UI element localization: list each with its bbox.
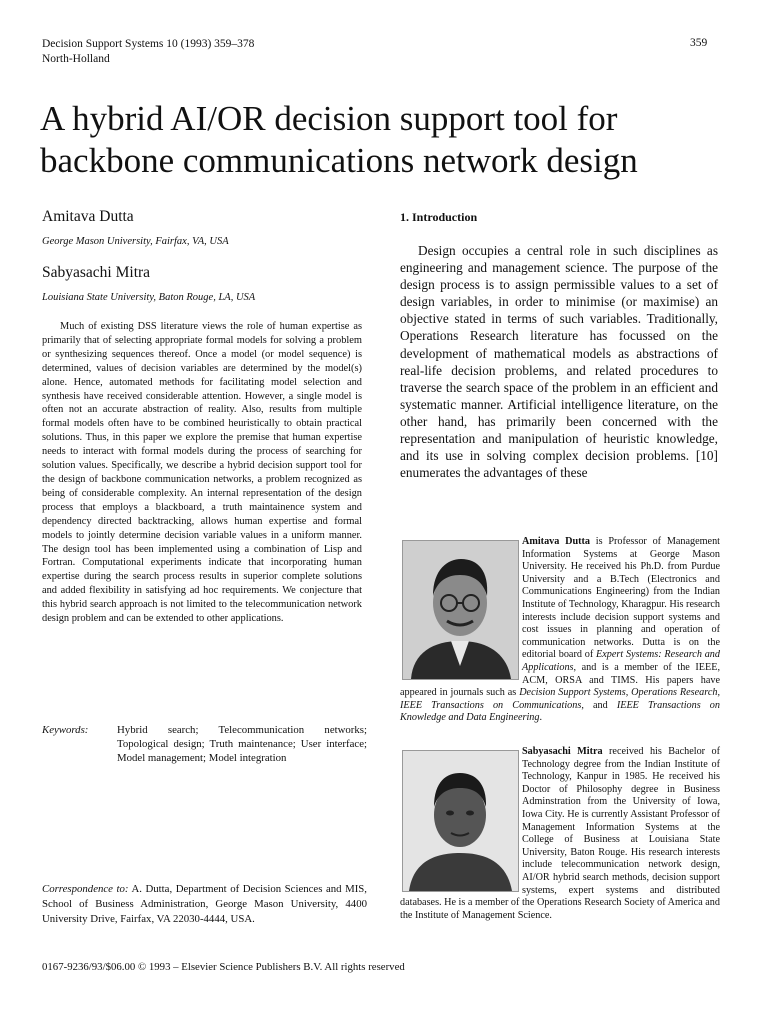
introduction-text: Design occupies a central role in such disciplines as engineering and management science. The purpose of the design process is to assign permissible values to a set of design variables, in order to minimise (or maximise) an objective stated in terms of such variables. Traditionally, Operations Research literature has focussed on the development of mathematical models as abstractions of real-life decision problems, and related procedures to traverse the search space of the problem in an efficient and systematic manner. Artificial intelligence literature, on the other hand, has primarily been concerned with the representation and manipulation of heuristic knowledge, and its use in solving complex decision problems. [10] enumerates the advantages of these [400,243,718,481]
photo-float-spacer [400,746,522,890]
journal-line: Decision Support Systems 10 (1993) 359–378 [42,38,255,50]
keywords-label: Keywords: [42,724,89,736]
bio-dutta-name: Amitava Dutta [522,536,591,547]
bio-mitra-name: Sabyasachi Mitra [522,746,603,757]
journal-citation [42,37,254,67]
bio-dutta-text-c: , and [581,699,617,711]
bio-dutta-part1 [400,536,720,725]
bio-dutta-text-d: . [539,712,543,724]
bio-dutta-journal2: Decision Support Systems, Operations Research, IEEE Transactions on Communications [400,687,720,711]
correspondence [42,882,367,927]
bio-dutta-text-b: , and is a member of the IEEE, ACM, ORSA and TIMS. His papers have appeared in journals such as [400,661,720,699]
copyright-footer: 0167-9236/93/$06.00 © 1993 – Elsevier Science Publishers B.V. All rights reserved [42,961,405,973]
correspondence-label: Correspondence to: [42,883,129,895]
title-line-2: backbone communications network design [40,141,638,180]
author-name-1: Amitava Dutta [42,208,134,225]
author-affiliation-2: Louisiana State University, Baton Rouge, LA, USA [42,292,256,303]
keywords-text: Hybrid search; Telecommunication networks; Topological design; Truth maintenance; User interface; Model management; Model integration [117,724,367,764]
title-line-1: A hybrid AI/OR decision support tool for [40,99,618,138]
author-name-2: Sabyasachi Mitra [42,264,151,281]
bio-dutta-journal3: IEEE Transactions on Knowledge and Data Engineering [400,699,720,724]
bio-mitra-text: received his Bachelor of Technology degree from the Indian Institute of Technology, Kanpur in 1985. He received his Doctor of Philosophy degree in Business Adminstration from the University of Iowa, Iowa City. He is currently Assistant Professor of Management Information Systems at the College of Business at Louisiana State University, Baton Rouge. His research interests include telecommunication network design, AI/OR hybrid search methods, decision support systems, expert systems and distributed databases. He is a member of the Operations Research Society of America and the Institute of Management Science. [400,746,720,921]
abstract: Much of existing DSS literature views the role of human expertise as primarily that of selecting appropriate formal models for solving a problem or synthesizing sequences thereof. Once a model (or model sequence) is determined, values of decision variables are determined by the model(s) alone. Hence, automated methods for facilitating model selection and synthesis have received considerable attention. However, a single model is often not an accurate abstraction of reality. Also, results from multiple formal models often have to be combined heuristically to obtain practical solutions. Thus, in this paper we explore the premise that human expertise needs to interact with formal models during the process of searching for solution values. Specifically, we describe a hybrid decision support tool for the design of backbone communication networks, a problem recognized as being of considerable complexity. An internal representation of the design process that employs a blackboard, a truth maintainence system and dependency directed backtracking, allows human expertise and formal models to jointly determine decision variable values in a uniform manner. The design tool has been implemented using a combination of Lisp and Fortran. Computational experiments indicate that incorporating human expertise during the search process results in superior complete solutions and added flexibility in satisfying ad hoc requirements. We conjecture that this hybrid search approach is not limited to the telecommunication network design problem and can be extended to other applications. [42,321,362,625]
photo-float-spacer [400,536,522,678]
bio-dutta-text-a: is Professor of Management Information Systems at George Mason University. He received his Ph.D. from Purdue University and a B.Tech (Electronics and Communications Engineering) from the Indian Institute of Technology, Kharagpur. His research interests include decision support systems and cost issues in planning and operation of communication networks. Dutta is on the editorial board of [522,536,720,661]
section-heading: 1. Introduction [400,210,478,224]
publisher-line: North-Holland [42,53,110,65]
author-affiliation-1: George Mason University, Fairfax, VA, USA [42,236,229,247]
keywords [42,723,367,765]
bio-dutta-journal1: Expert Systems: Research and Applications [522,649,720,673]
correspondence-text: A. Dutta, Department of Decision Sciences and MIS, School of Business Administration, George Mason University, 4400 University Drive, Fairfax, VA 22030-4444, USA. [42,883,367,925]
bio-mitra [400,746,720,922]
paper-title [40,98,740,182]
page-number: 359 [690,37,708,49]
